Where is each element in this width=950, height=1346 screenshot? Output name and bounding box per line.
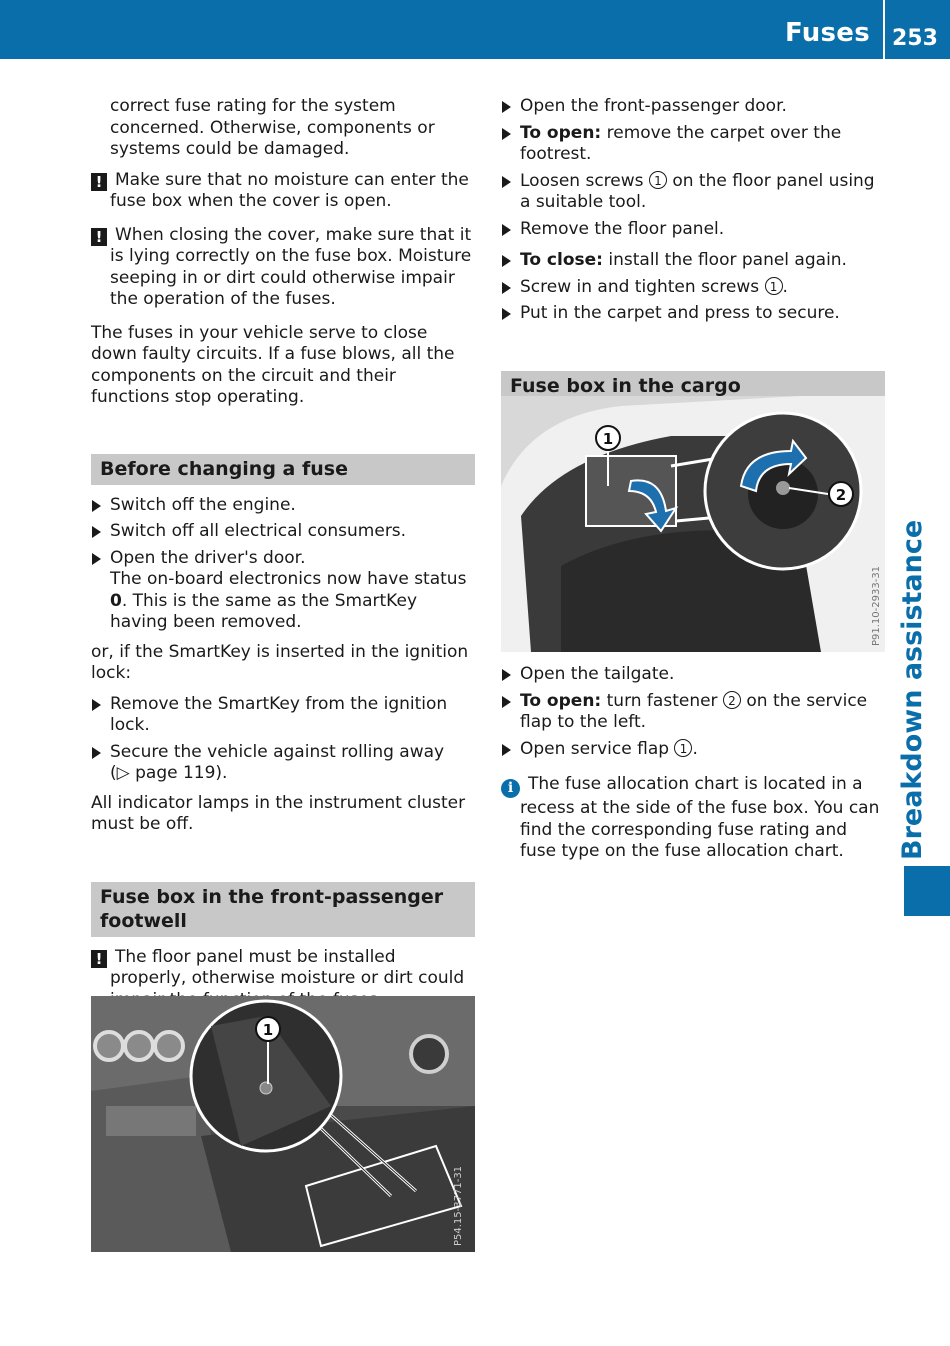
- step-arrow-icon: [502, 696, 511, 708]
- step-item: [91, 742, 475, 785]
- step-text: Screw in and tighten screws: [520, 276, 760, 297]
- header-divider: [883, 0, 885, 59]
- step-text: Remove the SmartKey from the ignition lock.: [110, 693, 448, 735]
- step-text: Put in the carpet and press to secure.: [520, 303, 840, 323]
- warning-note-closing: [91, 225, 475, 311]
- photo-callout-2: 2: [835, 486, 847, 504]
- step-text: Secure the vehicle against rolling away: [110, 741, 445, 762]
- step-item: [91, 548, 475, 634]
- step-arrow-icon: [92, 500, 101, 512]
- warning-text: When closing the cover, make sure that it is lying correctly on the fuse box. Moisture seeping in or dirt could otherwise impair the operation of the fuses.: [110, 224, 472, 309]
- indicator-lamps: All indicator lamps in the instrument cluster must be off.: [91, 792, 466, 834]
- warning-text: Make sure that no moisture can enter the fuse box when the cover is open.: [110, 169, 469, 211]
- close-steps: [501, 250, 885, 325]
- step-arrow-icon: [92, 699, 101, 711]
- cargo-steps: [501, 664, 885, 760]
- step-text: Switch off all electrical consumers.: [110, 521, 407, 541]
- step-arrow-icon: [502, 744, 511, 756]
- callout-number: 1: [649, 171, 667, 189]
- step-text: remove the carpet over the footrest.: [520, 122, 842, 164]
- photo-callout-1: 1: [262, 1021, 274, 1039]
- step-text: install the floor panel again.: [608, 250, 847, 270]
- step-text: .: [782, 276, 788, 297]
- fuses-purpose: The fuses in your vehicle serve to close down faulty circuits. If a fuse blows, all the components on the circuit and their functions stop operating.: [91, 322, 455, 407]
- step-arrow-icon: [92, 747, 101, 759]
- warning-icon: !: [91, 228, 107, 246]
- step-item: [501, 219, 885, 241]
- step-label: To open:: [520, 122, 602, 143]
- smartkey-steps: [91, 694, 475, 785]
- onboard-status: [110, 569, 475, 634]
- section-title: Fuses: [784, 18, 870, 48]
- info-note: [501, 774, 885, 863]
- step-arrow-icon: [502, 255, 511, 267]
- step-text: Open the tailgate.: [520, 664, 675, 684]
- warning-text: The floor panel must be installed properly, otherwise moisture or dirt could: [110, 946, 465, 988]
- photo-code: P91.10-2933-31: [871, 565, 882, 646]
- step-text: on the service flap to the left.: [520, 690, 868, 732]
- left-column: [91, 96, 475, 1023]
- step-item: [501, 277, 885, 299]
- step-arrow-icon: [502, 101, 511, 113]
- page-reference-link[interactable]: (▷ page 119).: [110, 763, 228, 783]
- status-suffix: . This is the same as the SmartKey having been removed.: [110, 590, 418, 632]
- step-item: [501, 691, 885, 734]
- chapter-label: Breakdown assistance: [897, 519, 928, 860]
- warning-icon: !: [91, 173, 107, 191]
- step-arrow-icon: [502, 669, 511, 681]
- status-prefix: The on-board electronics now have status: [110, 569, 467, 589]
- intro-continuation: correct fuse rating for the system concerned. Otherwise, components or systems could be damaged.: [110, 96, 435, 159]
- step-item: [91, 495, 475, 517]
- step-text: Remove the floor panel.: [520, 218, 725, 239]
- warning-icon: !: [91, 950, 107, 968]
- before-steps: [91, 495, 475, 634]
- heading-before-changing: Before changing a fuse: [91, 454, 475, 485]
- heading-front-passenger: Fuse box in the front-passenger footwell: [91, 882, 475, 937]
- warning-note-moisture: [91, 170, 475, 213]
- step-arrow-icon: [502, 176, 511, 188]
- status-value: 0: [110, 590, 122, 611]
- step-arrow-icon: [502, 308, 511, 320]
- photo-code: P54.15-3771-31: [453, 1165, 464, 1246]
- step-text: turn fastener: [606, 690, 718, 711]
- step-label: To open:: [520, 690, 602, 711]
- step-item: [91, 521, 475, 543]
- step-text: Open the driver's door.: [110, 547, 306, 568]
- step-item: [501, 303, 885, 325]
- info-text: The fuse allocation chart is located in a recess at the side of the fuse box. You can find the corresponding fuse rating and fuse type on the fuse allocation chart.: [520, 774, 880, 861]
- step-arrow-icon: [502, 224, 511, 236]
- step-arrow-icon: [502, 128, 511, 140]
- footwell-photo: [91, 996, 475, 1252]
- step-arrow-icon: [92, 526, 101, 538]
- step-item: [501, 96, 885, 118]
- step-text: Switch off the engine.: [110, 494, 296, 515]
- step-item: [501, 739, 885, 761]
- step-text: Open the front-passenger door.: [520, 96, 787, 116]
- chapter-tab: [904, 866, 950, 916]
- step-item: [501, 250, 885, 272]
- footwell-illustration: [91, 996, 475, 1252]
- heading-cargo: Fuse box in the cargo: [501, 371, 885, 426]
- step-text: on the floor panel using a suitable tool.: [520, 170, 875, 212]
- right-column: [501, 96, 885, 436]
- step-item: [501, 664, 885, 686]
- info-icon: i: [501, 779, 520, 798]
- step-text: Open service flap: [520, 738, 670, 759]
- cargo-photo: [501, 396, 885, 652]
- step-item: [91, 694, 475, 737]
- header-bar: [0, 0, 950, 59]
- step-text: .: [692, 738, 698, 759]
- callout-number: 2: [723, 691, 741, 709]
- front-steps: [501, 96, 885, 240]
- step-arrow-icon: [502, 282, 511, 294]
- step-text: Loosen screws: [520, 170, 644, 191]
- callout-number: 1: [765, 277, 783, 295]
- step-arrow-icon: [92, 553, 101, 565]
- page-number: 253: [892, 26, 938, 51]
- right-column-lower: [501, 664, 885, 875]
- or-smartkey: or, if the SmartKey is inserted in the ignition lock:: [91, 641, 469, 683]
- step-label: To close:: [520, 250, 603, 270]
- step-item: [501, 171, 885, 214]
- cargo-illustration: [501, 396, 885, 652]
- photo-callout-1: 1: [602, 430, 614, 448]
- callout-number: 1: [674, 739, 692, 757]
- step-item: [501, 123, 885, 166]
